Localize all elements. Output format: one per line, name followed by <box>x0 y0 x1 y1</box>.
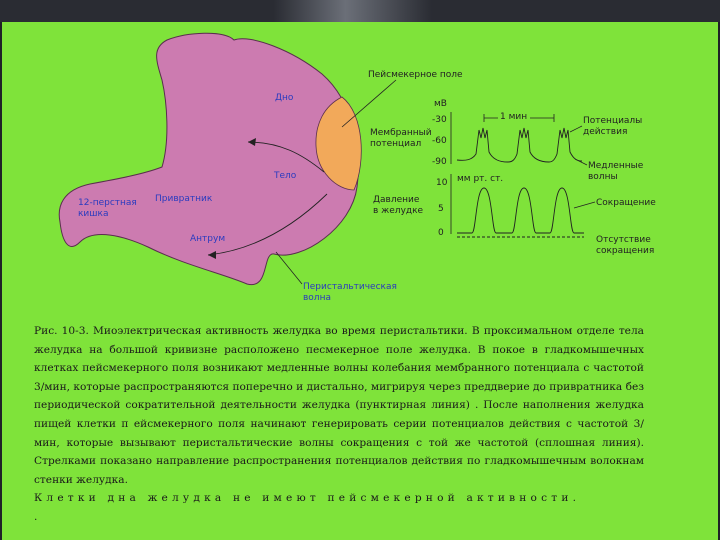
pressure-tick-10: 10 <box>436 178 448 188</box>
label-no-contraction-2: сокращения <box>596 246 655 256</box>
pressure-tick-5: 5 <box>438 204 444 214</box>
label-action-2: действия <box>583 127 628 137</box>
label-slow-1: Медленные <box>588 161 644 171</box>
label-peristaltic-2: волна <box>303 293 331 303</box>
caption-dot: . <box>34 510 38 523</box>
label-slow-2: волны <box>588 172 618 182</box>
stomach-shape <box>59 33 358 284</box>
figure-caption <box>34 322 644 527</box>
time-label: 1 мин <box>500 112 528 122</box>
label-duodenum-2: кишка <box>78 209 109 219</box>
label-no-contraction-1: Отсутствие <box>596 235 651 245</box>
slide <box>2 22 718 540</box>
label-antrum: Антрум <box>190 234 226 244</box>
label-membrane-1: Мембранный <box>370 128 432 138</box>
slow-wave-trace <box>457 128 582 162</box>
caption-last-line: Клетки дна желудка не имеют пейсмекерной активности. <box>34 492 581 505</box>
mv-tick-60: -60 <box>432 136 447 146</box>
label-pylorus: Привратник <box>155 194 213 204</box>
label-action-1: Потенциалы <box>583 116 643 126</box>
action-leader <box>570 126 582 132</box>
pressure-unit: мм рт. ст. <box>457 174 504 184</box>
label-pressure-2: в желудке <box>373 206 424 216</box>
pacemaker-leader <box>342 80 396 127</box>
contraction-leader <box>574 202 595 208</box>
label-fundus: Дно <box>275 93 294 103</box>
label-pressure-1: Давление <box>373 195 420 205</box>
label-contraction: Сокращение <box>596 198 656 208</box>
contraction-trace <box>457 188 584 233</box>
label-body: Тело <box>274 171 297 181</box>
top-bar <box>0 0 720 22</box>
label-membrane-2: потенциал <box>370 139 422 149</box>
pressure-tick-0: 0 <box>438 228 444 238</box>
label-pacemaker: Пейсмекерное поле <box>368 70 463 80</box>
peristaltic-leader <box>276 252 302 284</box>
mv-tick-90: -90 <box>432 157 447 167</box>
label-duodenum-1: 12-перстная <box>78 198 137 208</box>
label-peristaltic-1: Перистальтическая <box>303 282 397 292</box>
stomach-figure <box>2 22 718 332</box>
mv-tick-30: -30 <box>432 115 447 125</box>
caption-paragraph: Рис. 10-3. Миоэлектрическая активность желудка во время перистальтики. В проксимальном отделе тела желудка на большой кривизне расположено песмекерное поле желудка. В покое в гладкомышечных клетках пейсмекерного поля возникают медленные волны колебания мембранного потенциала с частотой 3/мин, которые распространяются поперечно и дистально, мигрируя через преддверие до привратника без периодической сократительной деятельности желудка (пунктирная линия) . После наполнения желудка пищей клетки п ейсмекерного поля начинают генерировать серии потенциалов действия с частотой 3/мин, которые вызывают перистальтические волны сокращения с той же частотой (сплошная линия). Стрелками показано направление распространения потенциалов действия по гладкомышечным волокнам стенки желудка. <box>34 325 644 486</box>
unit-mv: мВ <box>434 99 447 109</box>
slow-leader <box>575 159 587 165</box>
